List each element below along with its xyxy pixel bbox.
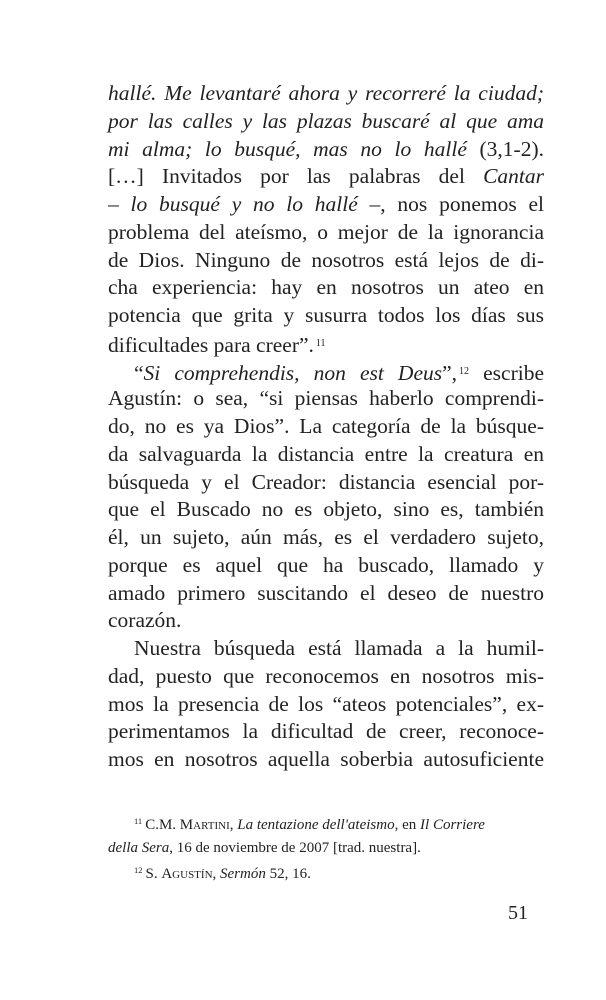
text-line <box>108 663 544 691</box>
text-segment: que el Buscado no es objeto, sino es, también <box>108 497 544 522</box>
text-line <box>108 718 544 746</box>
text-segment: escribe <box>469 360 544 385</box>
footnote-ref: 11 <box>315 337 326 349</box>
text-segment: mi alma; lo busqué, mas no lo hallé <box>108 136 467 161</box>
text-line <box>108 80 544 108</box>
text-segment: porque es aquel que ha buscado, llamado y <box>108 552 544 577</box>
text-line <box>108 607 544 635</box>
text-segment: , <box>229 817 238 833</box>
footnote-ref: 12 <box>459 365 470 377</box>
footnote-line <box>108 837 544 860</box>
text-line <box>108 274 544 302</box>
text-segment: él, un sujeto, aún más, es el verdadero sujeto, <box>108 525 544 549</box>
text-segment: La tentazione dell'ateismo <box>237 817 395 833</box>
text-segment: dificultades para creer”. <box>108 332 314 357</box>
text-line <box>108 746 544 774</box>
text-segment: C.M. <box>145 817 180 833</box>
text-segment: mos la presencia de los “ateos potenciales”, ex- <box>108 691 544 716</box>
text-segment: della Sera <box>108 839 170 856</box>
text-segment: Agustín: o sea, “si piensas haberlo comprendi- <box>108 386 544 411</box>
text-segment: Nuestra búsqueda está llamada a la humil- <box>134 636 544 660</box>
text-segment: Sermón <box>220 866 266 882</box>
text-segment: dad, puesto que reconocemos en nosotros mis- <box>108 663 544 688</box>
text-line <box>108 302 544 330</box>
page-number: 51 <box>508 902 528 924</box>
text-segment: “ <box>134 360 144 385</box>
text-line <box>108 163 544 191</box>
text-segment: (3,1-2). <box>466 136 544 161</box>
text-segment: perimentamos la dificultad de creer, reconoce- <box>108 719 544 744</box>
body-text <box>108 80 544 774</box>
text-line <box>108 413 544 441</box>
text-segment: […] Invitados por las palabras del <box>108 164 484 189</box>
text-segment: Il Corriere <box>420 817 485 833</box>
text-line <box>108 385 544 413</box>
footnote-line <box>108 810 544 837</box>
footnote-ref: 11 <box>134 816 143 826</box>
text-line <box>108 108 544 136</box>
text-segment: corazón. <box>108 608 182 633</box>
text-segment: amado primero suscitando el deseo de nuestro <box>108 580 544 605</box>
text-segment: Si comprehendis, non est Deus <box>143 360 443 385</box>
text-segment: –, nos ponemos el <box>357 192 544 216</box>
text-segment: Agustín <box>161 866 213 882</box>
text-segment: búsqueda y el Creador: distancia esencial por- <box>108 469 544 494</box>
text-segment: Cantar <box>483 164 544 189</box>
text-line <box>108 136 544 164</box>
text-line <box>108 441 544 469</box>
text-line <box>108 580 544 608</box>
text-segment: – lo busqué y no lo hallé <box>108 192 358 216</box>
text-segment: , 16 de noviembre de 2007 [trad. nuestra]. <box>169 839 421 856</box>
text-segment: de Dios. Ninguno de nosotros está lejos de di- <box>108 247 544 272</box>
text-line <box>108 219 544 247</box>
text-segment: problema del ateísmo, o mejor de la ignorancia <box>108 219 544 244</box>
text-segment: , <box>212 866 221 882</box>
text-segment: , en <box>394 817 421 833</box>
text-segment: por las calles y las plazas buscaré al que ama <box>108 108 544 133</box>
text-line <box>108 524 544 552</box>
footnote-ref: 12 <box>134 865 143 875</box>
text-line <box>108 330 544 358</box>
footnote-line <box>108 859 544 886</box>
text-line <box>108 358 544 386</box>
footnotes <box>108 810 544 886</box>
text-segment: mos en nosotros aquella soberbia autosuficiente <box>108 747 544 771</box>
text-line <box>108 691 544 719</box>
text-segment: do, no es ya Dios”. La categoría de la búsque- <box>108 414 544 438</box>
text-line <box>108 552 544 580</box>
text-line <box>108 191 544 219</box>
text-line <box>108 247 544 275</box>
text-segment: potencia que grita y susurra todos los días sus <box>108 303 544 327</box>
text-segment: hallé. Me levantaré ahora y recorreré la ciudad; <box>108 81 544 105</box>
text-segment: ”, <box>442 360 458 385</box>
text-segment: 52, 16. <box>265 866 311 882</box>
text-segment: da salvaguarda la distancia entre la creatura en <box>108 441 544 466</box>
text-segment: cha experiencia: hay en nosotros un ateo en <box>108 275 544 300</box>
text-line <box>108 635 544 663</box>
text-segment: S. <box>145 866 162 882</box>
text-line <box>108 496 544 524</box>
text-segment: Martini <box>179 817 230 833</box>
text-line <box>108 469 544 497</box>
